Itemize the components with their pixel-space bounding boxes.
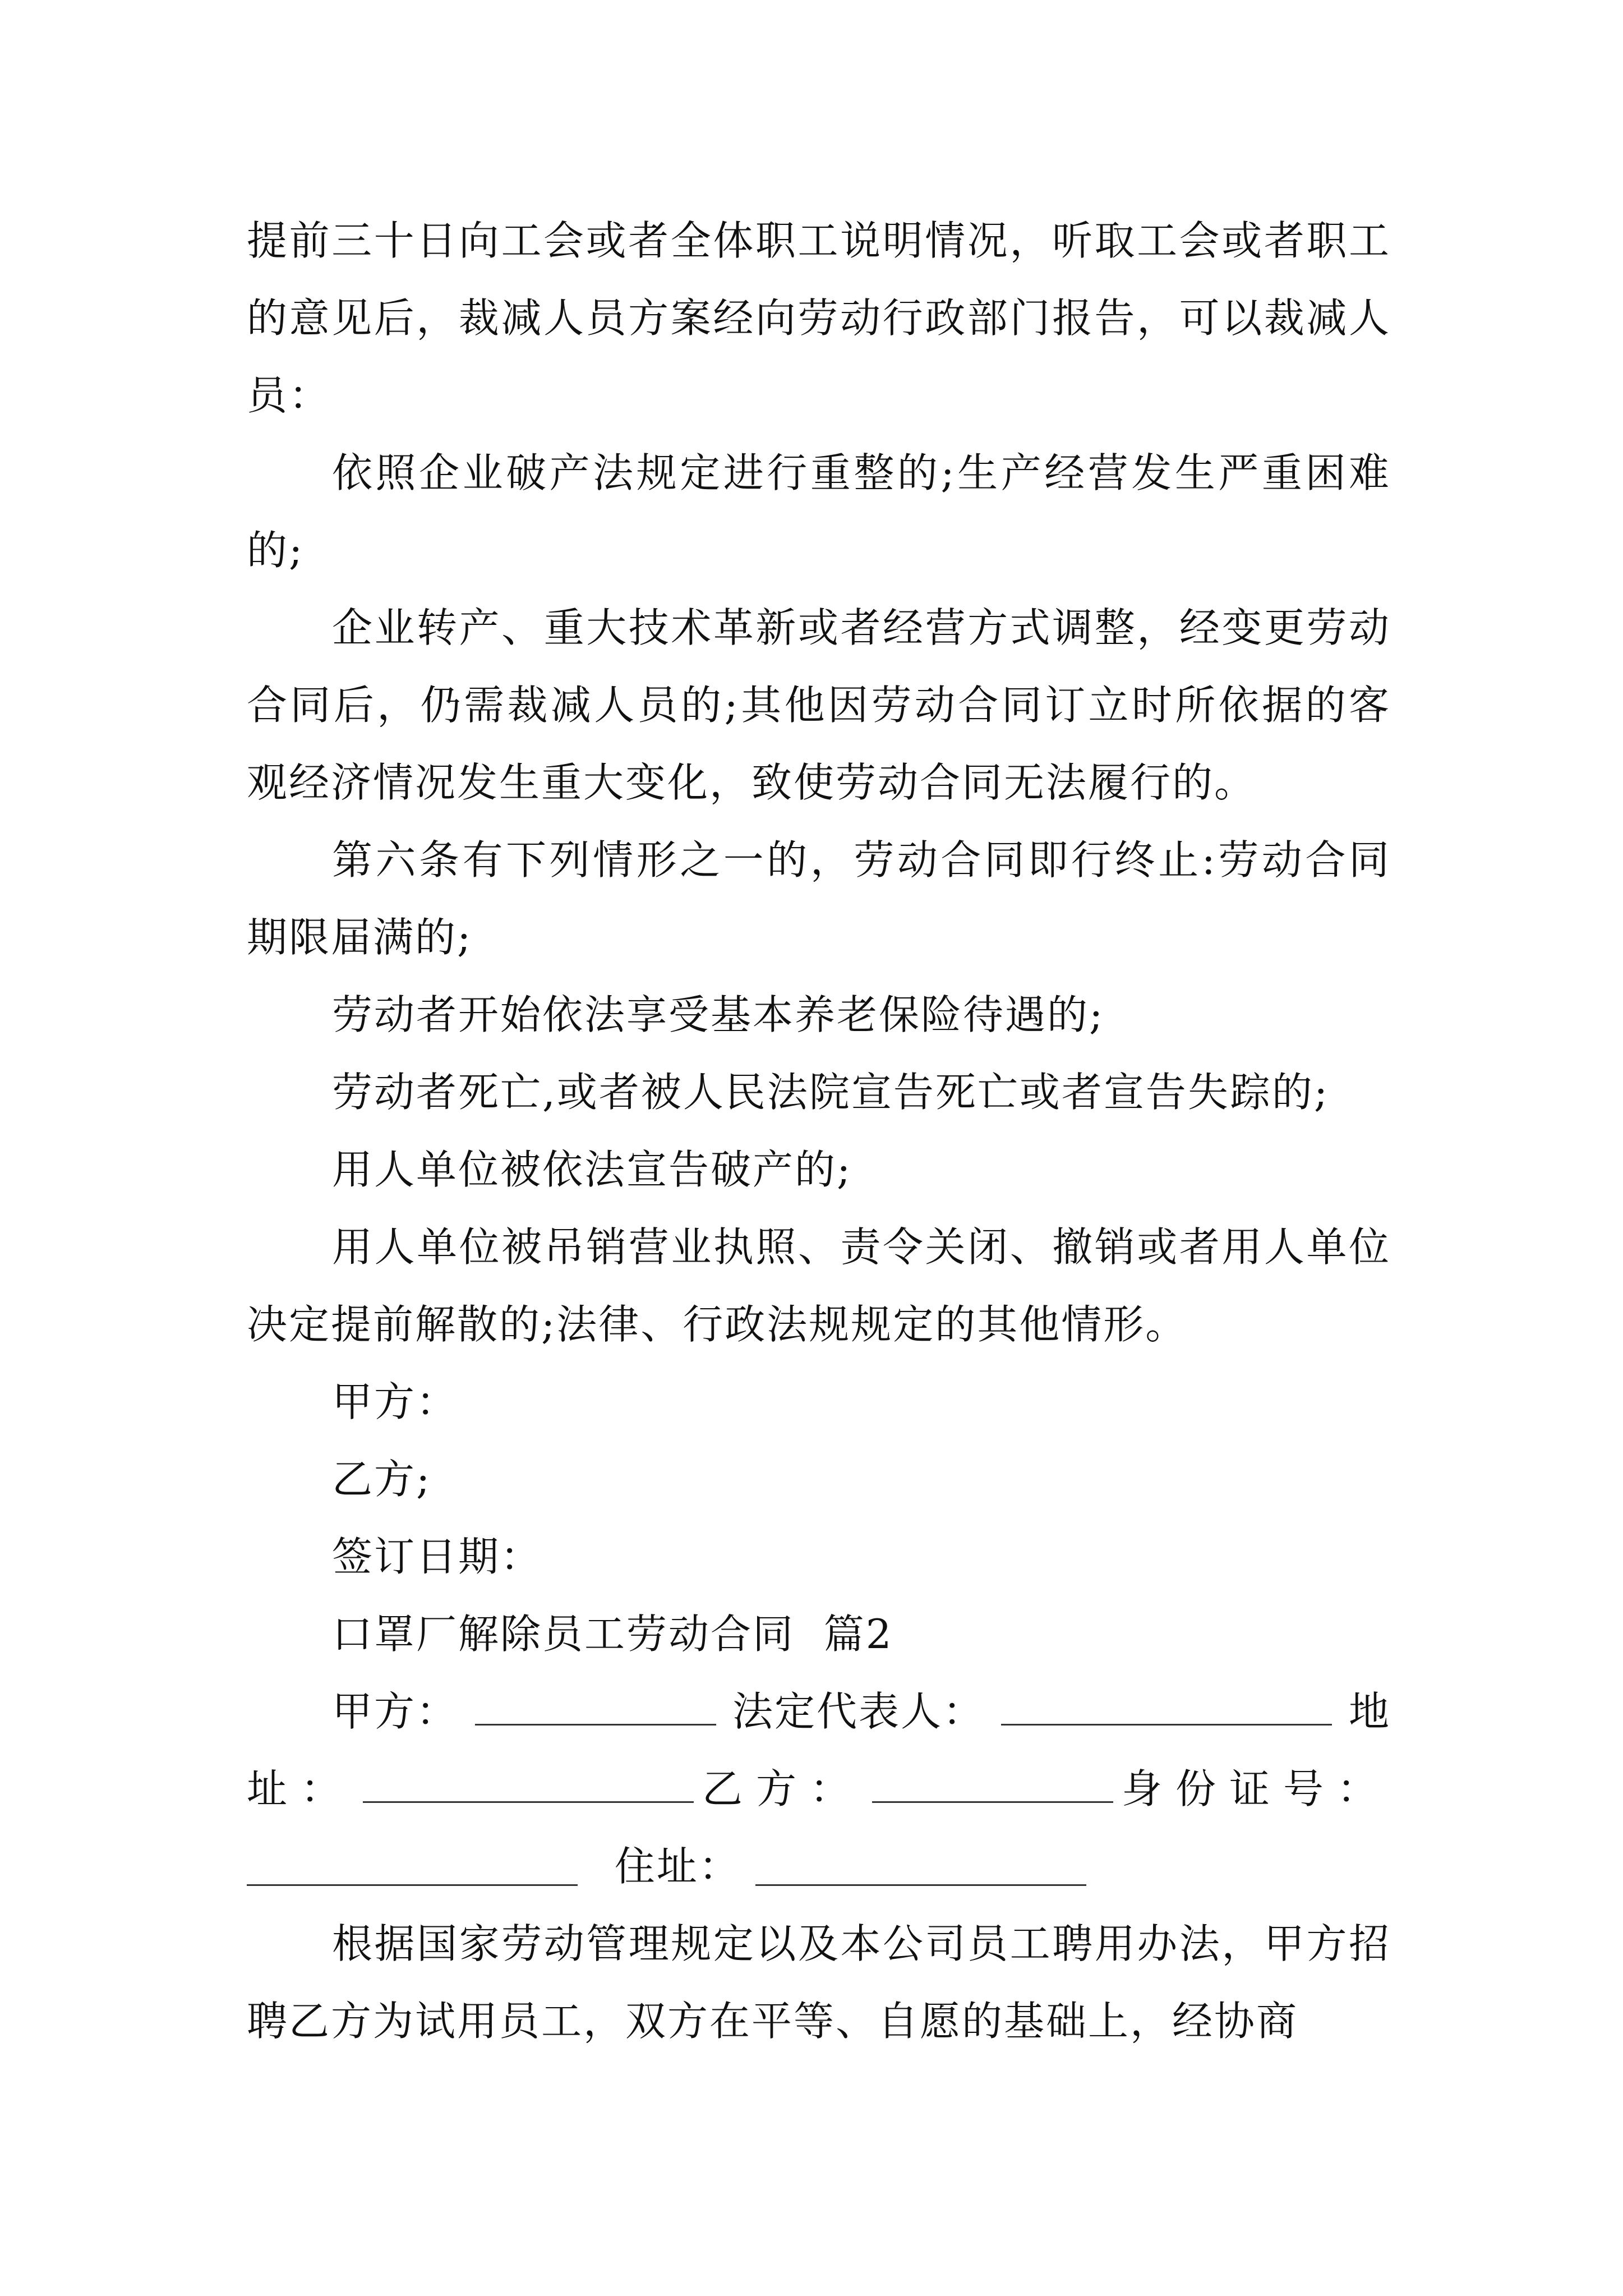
id-number-label: 身份证号：	[1121, 1765, 1391, 1812]
address-blank	[363, 1765, 694, 1803]
party-b-label: 乙方：	[702, 1765, 864, 1812]
section-heading-part-2: 口罩厂解除员工劳动合同 篇2	[332, 1611, 893, 1658]
contract-header-row-3	[247, 1828, 1391, 1905]
paragraph-pension: 劳动者开始依法享受基本养老保险待遇的;	[332, 991, 1105, 1038]
party-a-blank	[475, 1688, 716, 1726]
document-page	[247, 202, 1391, 2060]
paragraph-article-six: 第六条有下列情形之一的，劳动合同即行终止:劳动合同期限届满的;	[247, 836, 1391, 961]
address-label-part2: 址：	[247, 1765, 355, 1812]
party-a-label: 甲方：	[332, 1688, 459, 1735]
legal-rep-label: 法定代表人：	[732, 1688, 985, 1735]
paragraph-layoff-notice: 提前三十日向工会或者全体职工说明情况，听取工会或者职工的意见后，裁减人员方案经向劳动行政部门报告，可以裁减人员：	[247, 217, 1391, 419]
signature-party-a: 甲方：	[332, 1378, 459, 1425]
address-label-part1: 地	[1348, 1688, 1391, 1735]
paragraph-business-change: 企业转产、重大技术革新或者经营方式调整，经变更劳动合同后，仍需裁减人员的;其他因劳动合同订立时所依据的客观经济情况发生重大变化，致使劳动合同无法履行的。	[247, 604, 1391, 806]
legal-rep-blank	[1001, 1688, 1332, 1726]
signature-date: 签订日期：	[332, 1533, 543, 1580]
paragraph-restructuring: 依照企业破产法规定进行重整的;生产经营发生严重困难的;	[247, 449, 1391, 574]
contract-header-row-2	[247, 1750, 1391, 1828]
signature-party-b: 乙方;	[332, 1456, 432, 1503]
residence-label: 住址：	[614, 1843, 741, 1890]
paragraph-death: 劳动者死亡,或者被人民法院宣告死亡或者宣告失踪的;	[332, 1069, 1330, 1116]
id-number-blank	[247, 1848, 578, 1886]
party-b-blank	[872, 1765, 1113, 1803]
residence-blank	[755, 1848, 1086, 1886]
contract-header-row-1	[247, 1673, 1391, 1750]
paragraph-contract-intro: 根据国家劳动管理规定以及本公司员工聘用办法，甲方招聘乙方为试用员工，双方在平等、自愿的基础上，经协商	[247, 1920, 1391, 2045]
paragraph-bankruptcy: 用人单位被依法宣告破产的;	[332, 1146, 852, 1193]
paragraph-license-revoked: 用人单位被吊销营业执照、责令关闭、撤销或者用人单位决定提前解散的;法律、行政法规规定的其他情形。	[247, 1223, 1391, 1348]
